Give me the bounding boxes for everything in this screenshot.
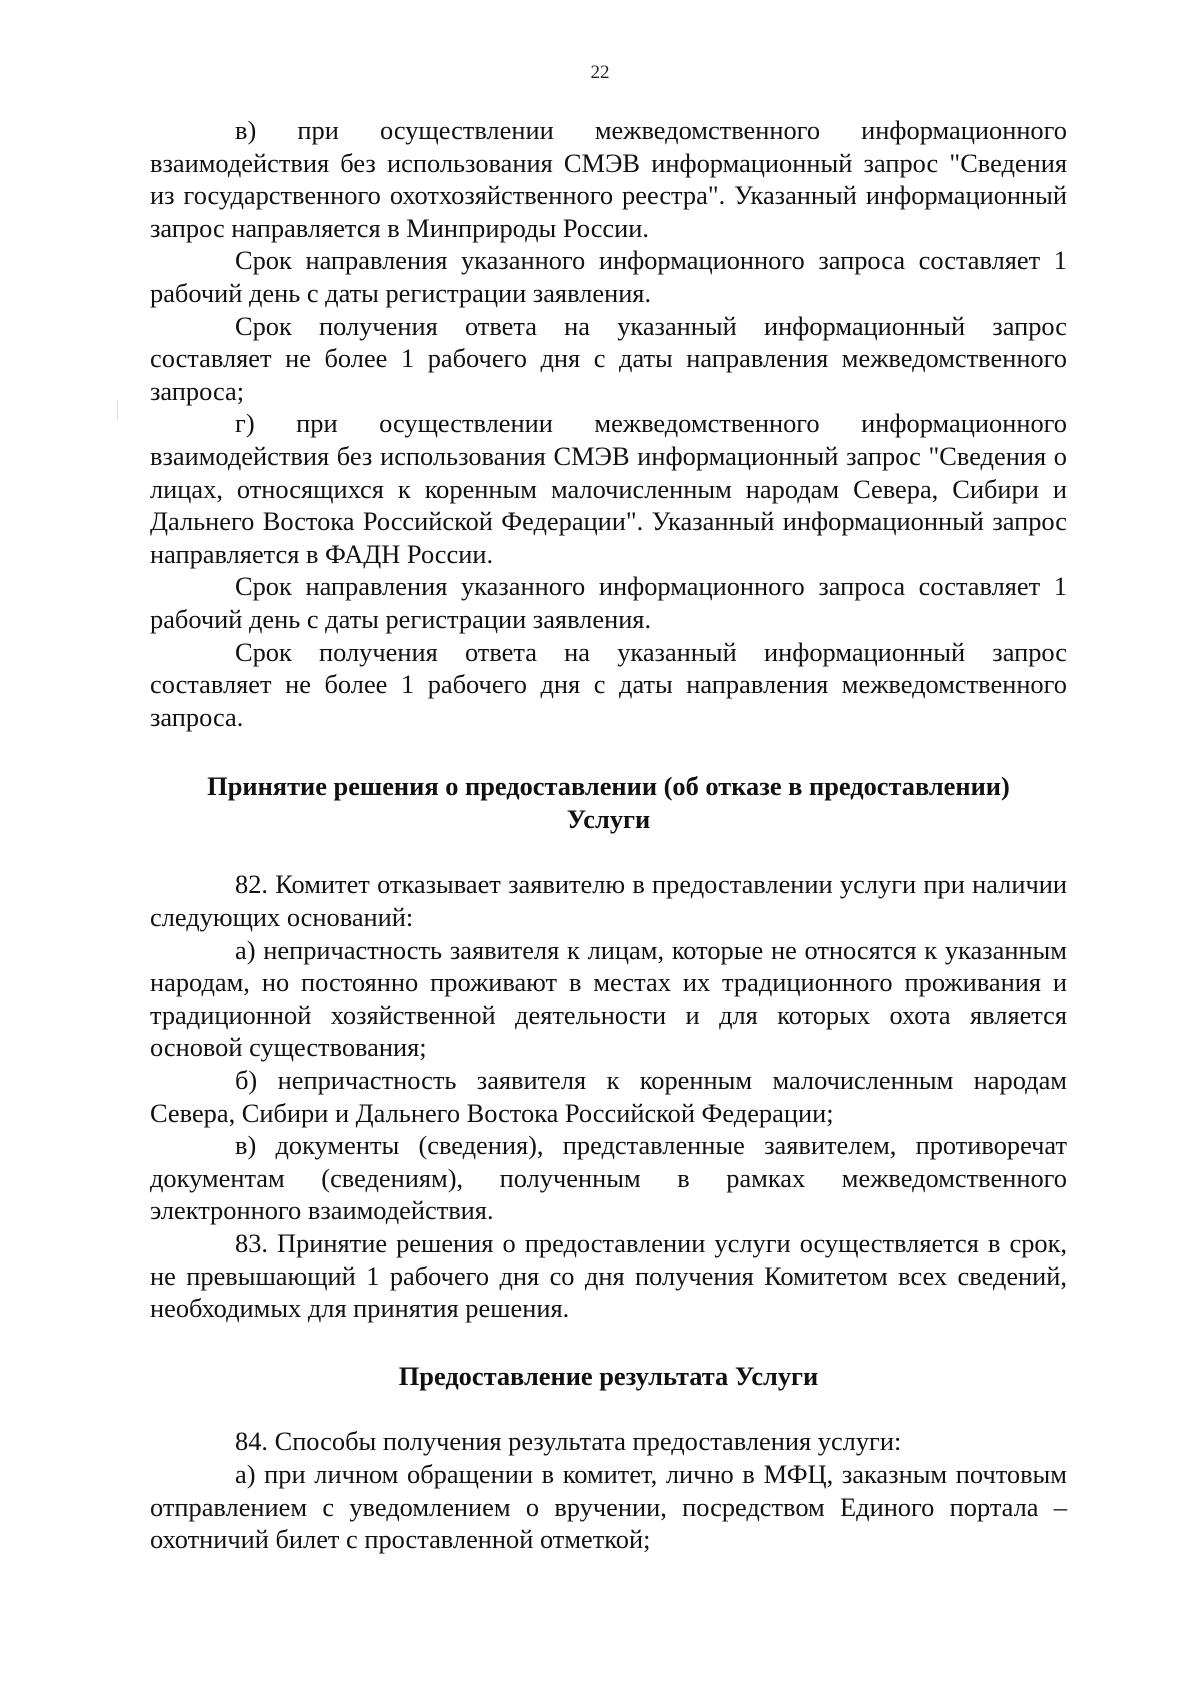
paragraph-g: г) при осуществлении межведомственного информационного взаимодействия без использования СМЭВ информационный запрос "Сведения о лицах, относящихся к коренным малочисленным народам Севера, Сибири и Дальнего Востока Российской Федерации". Указанный информационный запрос направляется в ФАДН России. bbox=[150, 408, 1067, 569]
document-body bbox=[150, 114, 1067, 1556]
section-heading-decision bbox=[150, 770, 1067, 835]
page-number: 22 bbox=[590, 62, 610, 83]
paragraph-v: в) при осуществлении межведомственного информационного взаимодействия без использования СМЭВ информационный запрос "Сведения из государственного охотхозяйственного реестра". Указанный информационный запрос направляется в Минприроды России. bbox=[150, 115, 1067, 243]
paragraph-84-a: а) при личном обращении в комитет, лично в МФЦ, заказным почтовым отправлением с уведомлением о вручении, посредством Единого портала – охотничий билет с проставленной отметкой; bbox=[150, 1458, 1067, 1555]
paragraph-82-b: б) непричастность заявителя к коренным малочисленным народам Севера, Сибири и Дальнего Востока Российской Федерации; bbox=[150, 1065, 1067, 1128]
paragraph-82-v: в) документы (сведения), представленные заявителем, противоречат документам (сведениям), полученным в рамках межведомственного электронного взаимодействия. bbox=[150, 1130, 1067, 1226]
paragraph-82-a: а) непричастность заявителя к лицам, которые не относятся к указанным народам, но постоянно проживают в местах их традиционного проживания и традиционной хозяйственной деятельности и для которых охота является основой существования; bbox=[150, 934, 1067, 1063]
paragraph-84: 84. Способы получения результата предоставления услуги: bbox=[235, 1426, 902, 1457]
paragraph-82: 82. Комитет отказывает заявителю в предоставлении услуги при наличии следующих оснований: bbox=[150, 869, 1067, 933]
section-heading-decision-line-1: Принятие решения о предоставлении (об отказе в предоставлении) bbox=[207, 771, 1010, 802]
section-heading-result: Предоставление результата Услуги bbox=[398, 1360, 819, 1391]
paragraph-83: 83. Принятие решения о предоставлении услуги осуществляется в срок, не превышающий 1 рабочего дня со дня получения Комитетом всех сведений, необходимых для принятия решения. bbox=[150, 1228, 1067, 1324]
paragraph-response-deadline-2: Срок получения ответа на указанный информационный запрос составляет не более 1 рабочего дня с даты направления межведомственного запроса. bbox=[150, 636, 1067, 732]
section-heading-decision-line-2: Услуги bbox=[566, 803, 651, 834]
scan-mark bbox=[117, 400, 118, 420]
paragraph-response-deadline-1: Срок получения ответа на указанный информационный запрос составляет не более 1 рабочего дня с даты направления межведомственного запроса; bbox=[150, 310, 1067, 406]
paragraph-request-deadline-2: Срок направления указанного информационного запроса составляет 1 рабочий день с даты регистрации заявления. bbox=[150, 571, 1067, 634]
paragraph-request-deadline-1: Срок направления указанного информационного запроса составляет 1 рабочий день с даты регистрации заявления. bbox=[150, 245, 1067, 308]
